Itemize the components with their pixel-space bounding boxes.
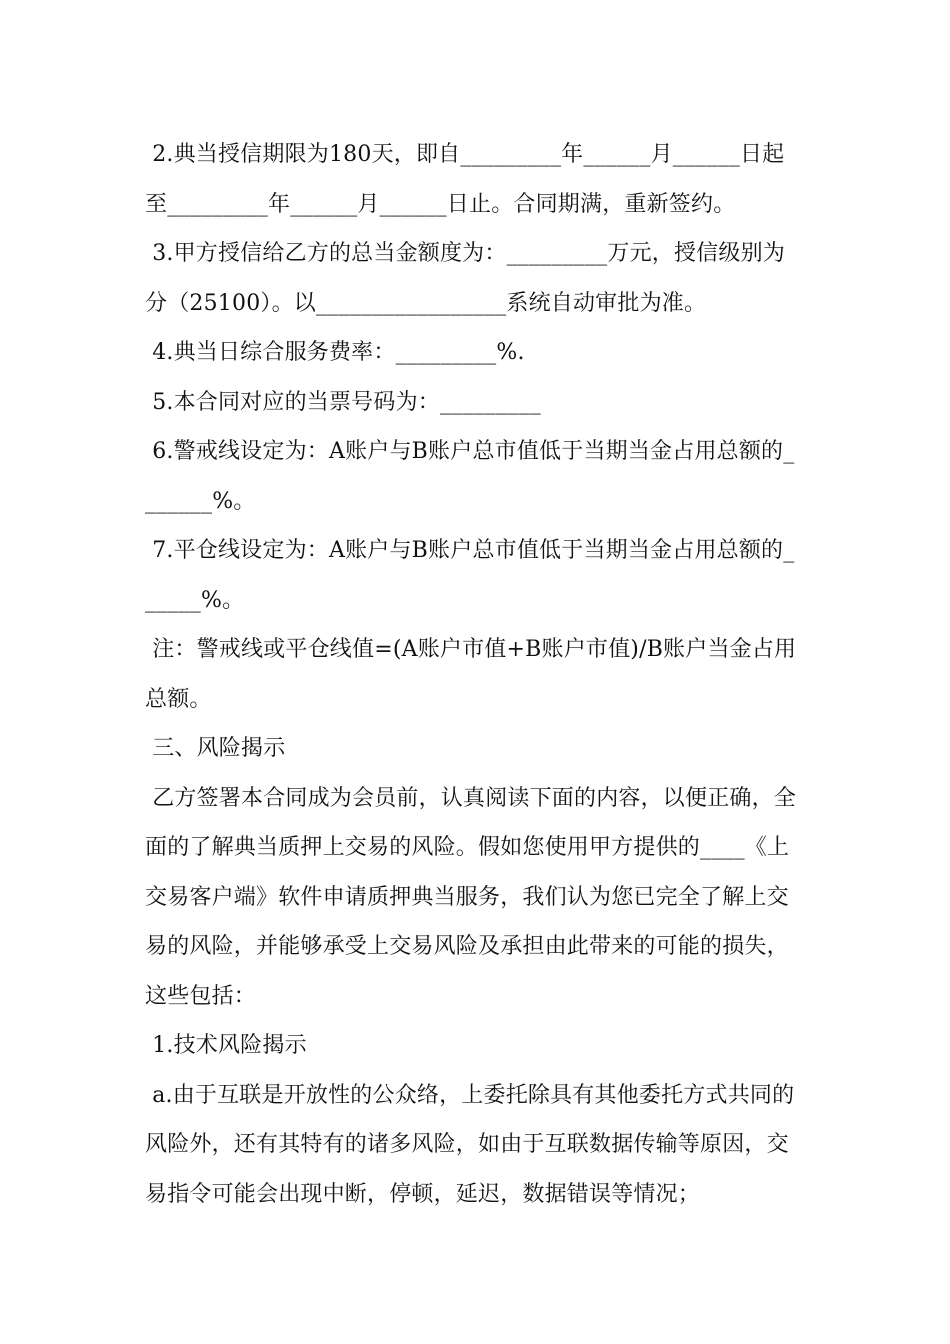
text-line: 这些包括：: [145, 983, 257, 1009]
text-line: 2.典当授信期限为180天，即自_________年______月______日起: [145, 142, 785, 167]
document-body: [145, 130, 810, 1219]
text-line: 总额。: [145, 686, 212, 712]
text-line: 3.甲方授信给乙方的总当金额度为：_________万元，授信级别为: [145, 241, 785, 266]
text-line: 5.本合同对应的当票号码为：_________: [145, 389, 541, 415]
text-line: a.由于互联是开放性的公众络，上委托除具有其他委托方式共同的: [145, 1082, 795, 1108]
text-line: 注：警戒线或平仓线值=(A账户市值+B账户市值)/B账户当金占用: [145, 637, 797, 662]
text-line: 易指令可能会出现中断，停顿，延迟，数据错误等情况；: [145, 1181, 701, 1207]
text-line: 4.典当日综合服务费率：_________%.: [145, 340, 525, 365]
text-line: 面的了解典当质押上交易的风险。假如您使用甲方提供的____《上: [145, 835, 790, 860]
text-line: 乙方签署本合同成为会员前，认真阅读下面的内容，以便正确，全: [145, 785, 796, 811]
text-line: 6.警戒线设定为：A账户与B账户总市值低于当期当金占用总额的_: [145, 439, 795, 464]
text-line: ______%。: [145, 488, 256, 514]
text-line: 7.平仓线设定为：A账户与B账户总市值低于当期当金占用总额的_: [145, 538, 795, 563]
text-line: 交易客户端》软件申请质押典当服务，我们认为您已完全了解上交: [145, 884, 789, 910]
subsection-heading: 1.技术风险揭示: [145, 1033, 307, 1058]
section-heading: 三、风险揭示: [145, 736, 286, 761]
text-line: 易的风险，并能够承受上交易风险及承担由此带来的可能的损失，: [145, 934, 789, 959]
text-line: 分（25100）。以_________________系统自动审批为准。: [145, 290, 707, 316]
text-line: 至_________年______月______日止。合同期满，重新签约。: [145, 191, 736, 217]
text-line: 风险外，还有其特有的诸多风险，如由于互联数据传输等原因，交: [145, 1132, 789, 1157]
text-line: _____%。: [145, 587, 245, 613]
